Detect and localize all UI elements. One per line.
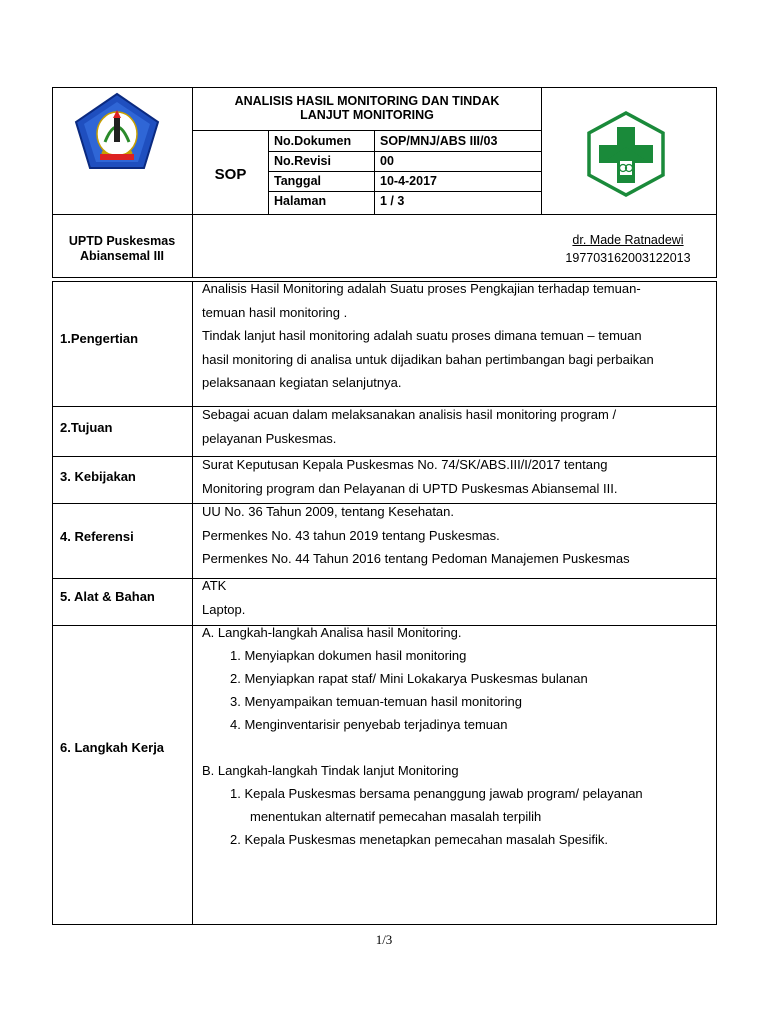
text-line: ATK [202, 578, 227, 593]
step-a2: 2. Menyiapkan rapat staf/ Mini Lokakarya Puskesmas bulanan [230, 671, 588, 686]
text-line: Permenkes No. 43 tahun 2019 tentang Puskesmas. [202, 527, 500, 543]
alat-text [202, 574, 708, 621]
meta-value-halaman: 1 / 3 [380, 194, 405, 208]
signer-nip: 197703162003122013 [565, 251, 691, 265]
divider [268, 151, 542, 152]
divider [268, 130, 269, 215]
divider [192, 130, 542, 131]
step-a3: 3. Menyampaikan temuan-temuan hasil monitoring [230, 694, 522, 709]
row-label-referensi: 4. Referensi [60, 529, 134, 544]
row-label-tujuan: 2.Tujuan [60, 420, 113, 435]
step-a-heading: A. Langkah-langkah Analisa hasil Monitoring. [202, 625, 462, 640]
text-line: UU No. 36 Tahun 2009, tentang Kesehatan. [202, 504, 455, 519]
divider [268, 171, 542, 172]
tujuan-text [202, 403, 708, 450]
document-title [193, 94, 541, 122]
pengertian-text [202, 277, 708, 395]
row-label-kebijakan: 3. Kebijakan [60, 469, 136, 484]
signer-name: dr. Made Ratnadewi [572, 233, 684, 247]
title-line: LANJUT MONITORING [300, 108, 434, 122]
step-a1: 1. Menyiapkan dokumen hasil monitoring [230, 648, 467, 663]
meta-value-dokumen: SOP/MNJ/ABS III/03 [380, 134, 498, 148]
step-b1: 1. Kepala Puskesmas bersama penanggung jawab program/ pelayanan [230, 786, 643, 801]
meta-label-revisi: No.Revisi [274, 154, 331, 168]
text-line: Sebagai acuan dalam melaksanakan analisis hasil monitoring program / [202, 407, 617, 422]
meta-value-revisi: 00 [380, 154, 394, 168]
text-line: Tindak lanjut hasil monitoring adalah suatu proses dimana temuan – temuan [202, 328, 642, 343]
kebijakan-text [202, 453, 708, 500]
meta-label-halaman: Halaman [274, 194, 327, 208]
row-label-pengertian: 1.Pengertian [60, 331, 139, 346]
puskesmas-logo-icon [586, 111, 666, 197]
regency-emblem-icon [72, 92, 162, 172]
meta-label-dokumen: No.Dokumen [274, 134, 352, 148]
text-line: Permenkes No. 44 Tahun 2016 tentang Pedoman Manajemen Puskesmas [202, 551, 630, 566]
row-label-alat: 5. Alat & Bahan [60, 589, 155, 604]
text-line: pelayanan Puskesmas. [202, 430, 337, 446]
referensi-text [202, 500, 708, 571]
divider [52, 214, 717, 215]
text-line: Surat Keputusan Kepala Puskesmas No. 74/SK/ABS.III/I/2017 tentang [202, 457, 608, 472]
meta-label-tanggal: Tanggal [274, 174, 321, 188]
org-name [52, 234, 192, 264]
org-line: Abiansemal III [79, 249, 165, 263]
text-line: Laptop. [202, 601, 246, 617]
divider [374, 130, 375, 215]
text-line: temuan hasil monitoring . [202, 304, 348, 320]
text-line: Analisis Hasil Monitoring adalah Suatu proses Pengkajian terhadap temuan- [202, 281, 641, 296]
text-line: Monitoring program dan Pelayanan di UPTD Puskesmas Abiansemal III. [202, 480, 618, 496]
row-label-langkah: 6. Langkah Kerja [60, 740, 165, 755]
step-b1-cont: menentukan alternatif pemecahan masalah terpilih [250, 809, 542, 824]
signer-block [548, 231, 708, 267]
page-number: 1/3 [375, 932, 393, 947]
divider [268, 191, 542, 192]
text-line: pelaksanaan kegiatan selanjutnya. [202, 375, 402, 390]
sop-label: SOP [214, 166, 247, 183]
divider [192, 281, 193, 925]
step-a4: 4. Menginventarisir penyebab terjadinya temuan [230, 717, 508, 732]
org-line: UPTD Puskesmas [68, 234, 176, 248]
title-line: ANALISIS HASIL MONITORING DAN TINDAK [234, 94, 500, 108]
step-b-heading: B. Langkah-langkah Tindak lanjut Monitoring [202, 763, 459, 778]
meta-value-tanggal: 10-4-2017 [380, 174, 437, 188]
text-line: hasil monitoring di analisa untuk dijadikan bahan pertimbangan bagi perbaikan [202, 351, 654, 367]
step-b2: 2. Kepala Puskesmas menetapkan pemecahan masalah Spesifik. [230, 832, 608, 847]
